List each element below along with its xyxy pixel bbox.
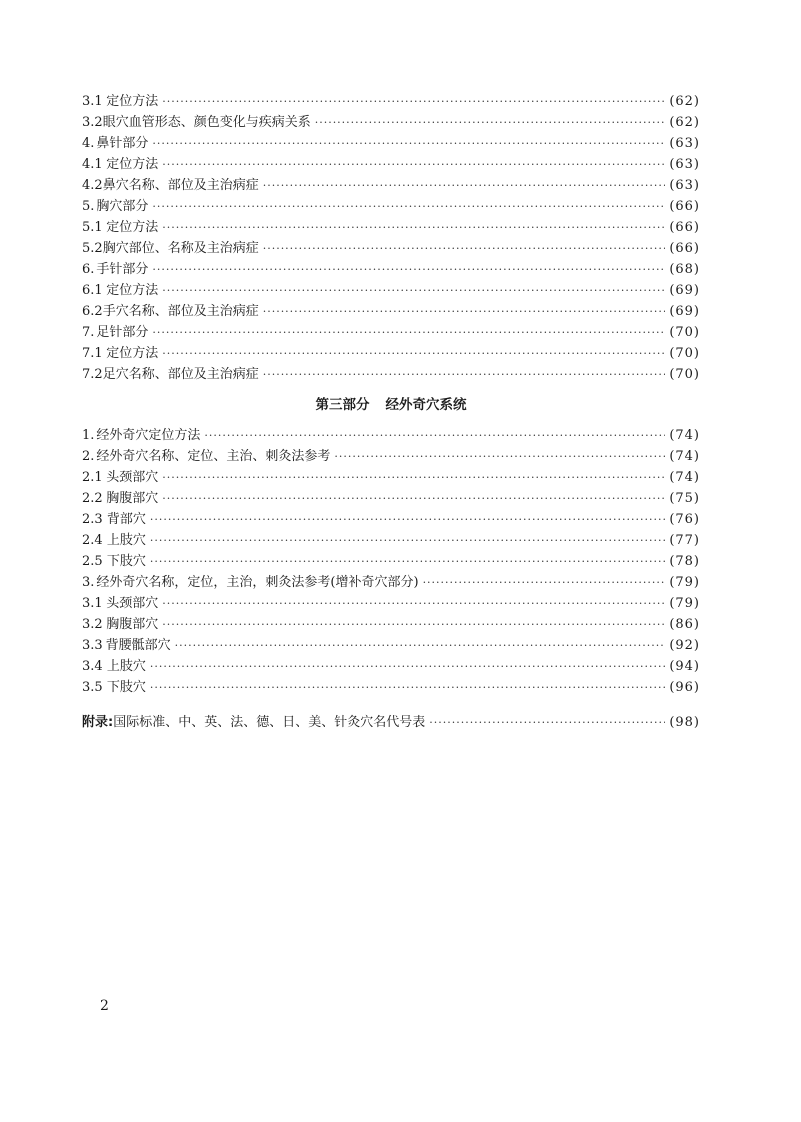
entry-title: 鼻针部分 xyxy=(96,136,149,151)
toc-entry xyxy=(82,551,700,572)
leader-dots xyxy=(334,446,665,467)
appendix-label: 附录: xyxy=(82,715,114,730)
entry-title: 胸腹部穴 xyxy=(106,617,159,632)
entry-page: (62) xyxy=(669,115,700,130)
part3-heading xyxy=(82,385,700,425)
entry-number: 3. xyxy=(82,575,95,590)
toc-entry xyxy=(82,509,700,530)
toc-entry xyxy=(82,259,700,280)
entry-number: 2.1 xyxy=(82,470,103,485)
leader-dots xyxy=(150,551,665,572)
toc-section-part3 xyxy=(82,425,700,698)
entry-number: 5. xyxy=(82,199,95,214)
entry-page: (74) xyxy=(669,428,700,443)
entry-page: (63) xyxy=(669,157,700,172)
entry-number: 2.3 xyxy=(82,512,103,527)
appendix-page: (98) xyxy=(669,715,700,730)
entry-number: 4.2 xyxy=(82,178,103,193)
toc-entry xyxy=(82,656,700,677)
leader-dots xyxy=(162,343,665,364)
leader-dots xyxy=(263,238,666,259)
toc-entry xyxy=(82,446,700,467)
leader-dots xyxy=(263,175,666,196)
toc-entry xyxy=(82,175,700,196)
entry-number: 7. xyxy=(82,325,95,340)
leader-dots xyxy=(263,364,666,385)
entry-title: 上肢穴 xyxy=(106,533,146,548)
entry-title: 上肢穴 xyxy=(106,659,146,674)
entry-page: (62) xyxy=(669,94,700,109)
entry-page: (70) xyxy=(669,346,700,361)
entry-title: 头颈部穴 xyxy=(106,596,159,611)
entry-page: (86) xyxy=(669,617,700,632)
toc-entry xyxy=(82,91,700,112)
entry-page: (69) xyxy=(669,304,700,319)
toc-entry xyxy=(82,133,700,154)
toc-entry xyxy=(82,301,700,322)
entry-title: 眼穴血管形态、颜色变化与疾病关系 xyxy=(102,115,311,130)
entry-number: 2.2 xyxy=(82,491,103,506)
entry-title: 定位方法 xyxy=(106,157,159,172)
entry-number: 4.1 xyxy=(82,157,103,172)
entry-title: 足针部分 xyxy=(96,325,149,340)
entry-page: (69) xyxy=(669,283,700,298)
entry-page: (76) xyxy=(669,512,700,527)
toc-entry xyxy=(82,154,700,175)
toc-entry xyxy=(82,425,700,446)
entry-title: 背部穴 xyxy=(106,512,146,527)
entry-number: 7.1 xyxy=(82,346,103,361)
appendix-entry xyxy=(82,712,700,733)
leader-dots xyxy=(152,133,665,154)
leader-dots xyxy=(162,614,665,635)
toc-entry xyxy=(82,238,700,259)
leader-dots xyxy=(162,91,665,112)
entry-number: 3.3 xyxy=(82,638,103,653)
leader-dots xyxy=(152,259,665,280)
toc-entry xyxy=(82,343,700,364)
entry-page: (66) xyxy=(669,199,700,214)
entry-page: (96) xyxy=(669,680,700,695)
entry-page: (68) xyxy=(669,262,700,277)
entry-title: 胸穴部位、名称及主治病症 xyxy=(102,241,259,256)
entry-number: 6.1 xyxy=(82,283,103,298)
entry-page: (77) xyxy=(669,533,700,548)
entry-title: 下肢穴 xyxy=(106,680,146,695)
toc-entry xyxy=(82,572,700,593)
toc-entry xyxy=(82,280,700,301)
entry-title: 胸穴部分 xyxy=(96,199,149,214)
leader-dots xyxy=(150,509,665,530)
entry-title: 胸腹部穴 xyxy=(106,491,159,506)
entry-number: 2. xyxy=(82,449,95,464)
leader-dots xyxy=(162,217,665,238)
entry-title: 手穴名称、部位及主治病症 xyxy=(102,304,259,319)
entry-page: (74) xyxy=(669,449,700,464)
entry-page: (79) xyxy=(669,575,700,590)
entry-page: (78) xyxy=(669,554,700,569)
entry-page: (70) xyxy=(669,325,700,340)
appendix-title xyxy=(82,712,425,733)
toc-entry xyxy=(82,112,700,133)
entry-title: 手针部分 xyxy=(96,262,149,277)
leader-dots xyxy=(150,530,665,551)
entry-title: 定位方法 xyxy=(106,346,159,361)
toc-entry xyxy=(82,196,700,217)
entry-number: 1. xyxy=(82,428,95,443)
leader-dots xyxy=(150,677,665,698)
table-of-contents xyxy=(82,91,700,733)
entry-number: 2.5 xyxy=(82,554,103,569)
entry-title: 足穴名称、部位及主治病症 xyxy=(102,367,259,382)
toc-entry xyxy=(82,530,700,551)
toc-entry xyxy=(82,467,700,488)
entry-page: (74) xyxy=(669,470,700,485)
toc-entry xyxy=(82,217,700,238)
leader-dots xyxy=(150,656,665,677)
appendix-text: 国际标准、中、英、法、德、日、美、针灸穴名代号表 xyxy=(113,715,426,730)
toc-entry xyxy=(82,677,700,698)
leader-dots xyxy=(162,593,665,614)
entry-number: 6. xyxy=(82,262,95,277)
toc-section-part2 xyxy=(82,91,700,385)
entry-title: 定位方法 xyxy=(106,94,159,109)
entry-page: (66) xyxy=(669,220,700,235)
entry-page: (63) xyxy=(669,136,700,151)
entry-title: 背腰骶部穴 xyxy=(105,638,171,653)
toc-entry xyxy=(82,488,700,509)
leader-dots xyxy=(429,712,665,733)
entry-page: (94) xyxy=(669,659,700,674)
leader-dots xyxy=(175,635,666,656)
entry-number: 3.1 xyxy=(82,94,103,109)
leader-dots xyxy=(315,112,666,133)
leader-dots xyxy=(162,488,665,509)
toc-entry xyxy=(82,635,700,656)
toc-entry xyxy=(82,614,700,635)
entry-number: 3.2 xyxy=(82,617,103,632)
leader-dots xyxy=(152,322,665,343)
entry-page: (79) xyxy=(669,596,700,611)
entry-title: 经外奇穴名称、定位、主治、刺灸法参考 xyxy=(96,449,331,464)
entry-number: 3.2 xyxy=(82,115,103,130)
entry-number: 7.2 xyxy=(82,367,103,382)
part3-title: 经外奇穴系统 xyxy=(385,397,467,413)
leader-dots xyxy=(162,467,665,488)
entry-page: (66) xyxy=(669,241,700,256)
entry-page: (70) xyxy=(669,367,700,382)
toc-entry xyxy=(82,593,700,614)
toc-entry xyxy=(82,364,700,385)
leader-dots xyxy=(423,572,666,593)
entry-number: 5.1 xyxy=(82,220,103,235)
entry-number: 3.5 xyxy=(82,680,103,695)
entry-number: 6.2 xyxy=(82,304,103,319)
toc-entry xyxy=(82,322,700,343)
entry-title: 鼻穴名称、部位及主治病症 xyxy=(102,178,259,193)
leader-dots xyxy=(162,154,665,175)
entry-title: 经外奇穴名称，定位，主治，刺灸法参考(增补奇穴部分) xyxy=(96,575,419,590)
entry-number: 2.4 xyxy=(82,533,103,548)
entry-number: 5.2 xyxy=(82,241,103,256)
entry-title: 经外奇穴定位方法 xyxy=(96,428,201,443)
leader-dots xyxy=(204,425,665,446)
entry-title: 下肢穴 xyxy=(106,554,146,569)
part3-number: 第三部分 xyxy=(315,397,370,413)
entry-page: (75) xyxy=(669,491,700,506)
leader-dots xyxy=(263,301,666,322)
entry-number: 3.4 xyxy=(82,659,103,674)
entry-number: 3.1 xyxy=(82,596,103,611)
leader-dots xyxy=(152,196,665,217)
leader-dots xyxy=(162,280,665,301)
entry-page: (63) xyxy=(669,178,700,193)
entry-title: 定位方法 xyxy=(106,220,159,235)
entry-page: (92) xyxy=(669,638,700,653)
page-number: 2 xyxy=(100,998,109,1014)
entry-title: 定位方法 xyxy=(106,283,159,298)
entry-number: 4. xyxy=(82,136,95,151)
entry-title: 头颈部穴 xyxy=(106,470,159,485)
